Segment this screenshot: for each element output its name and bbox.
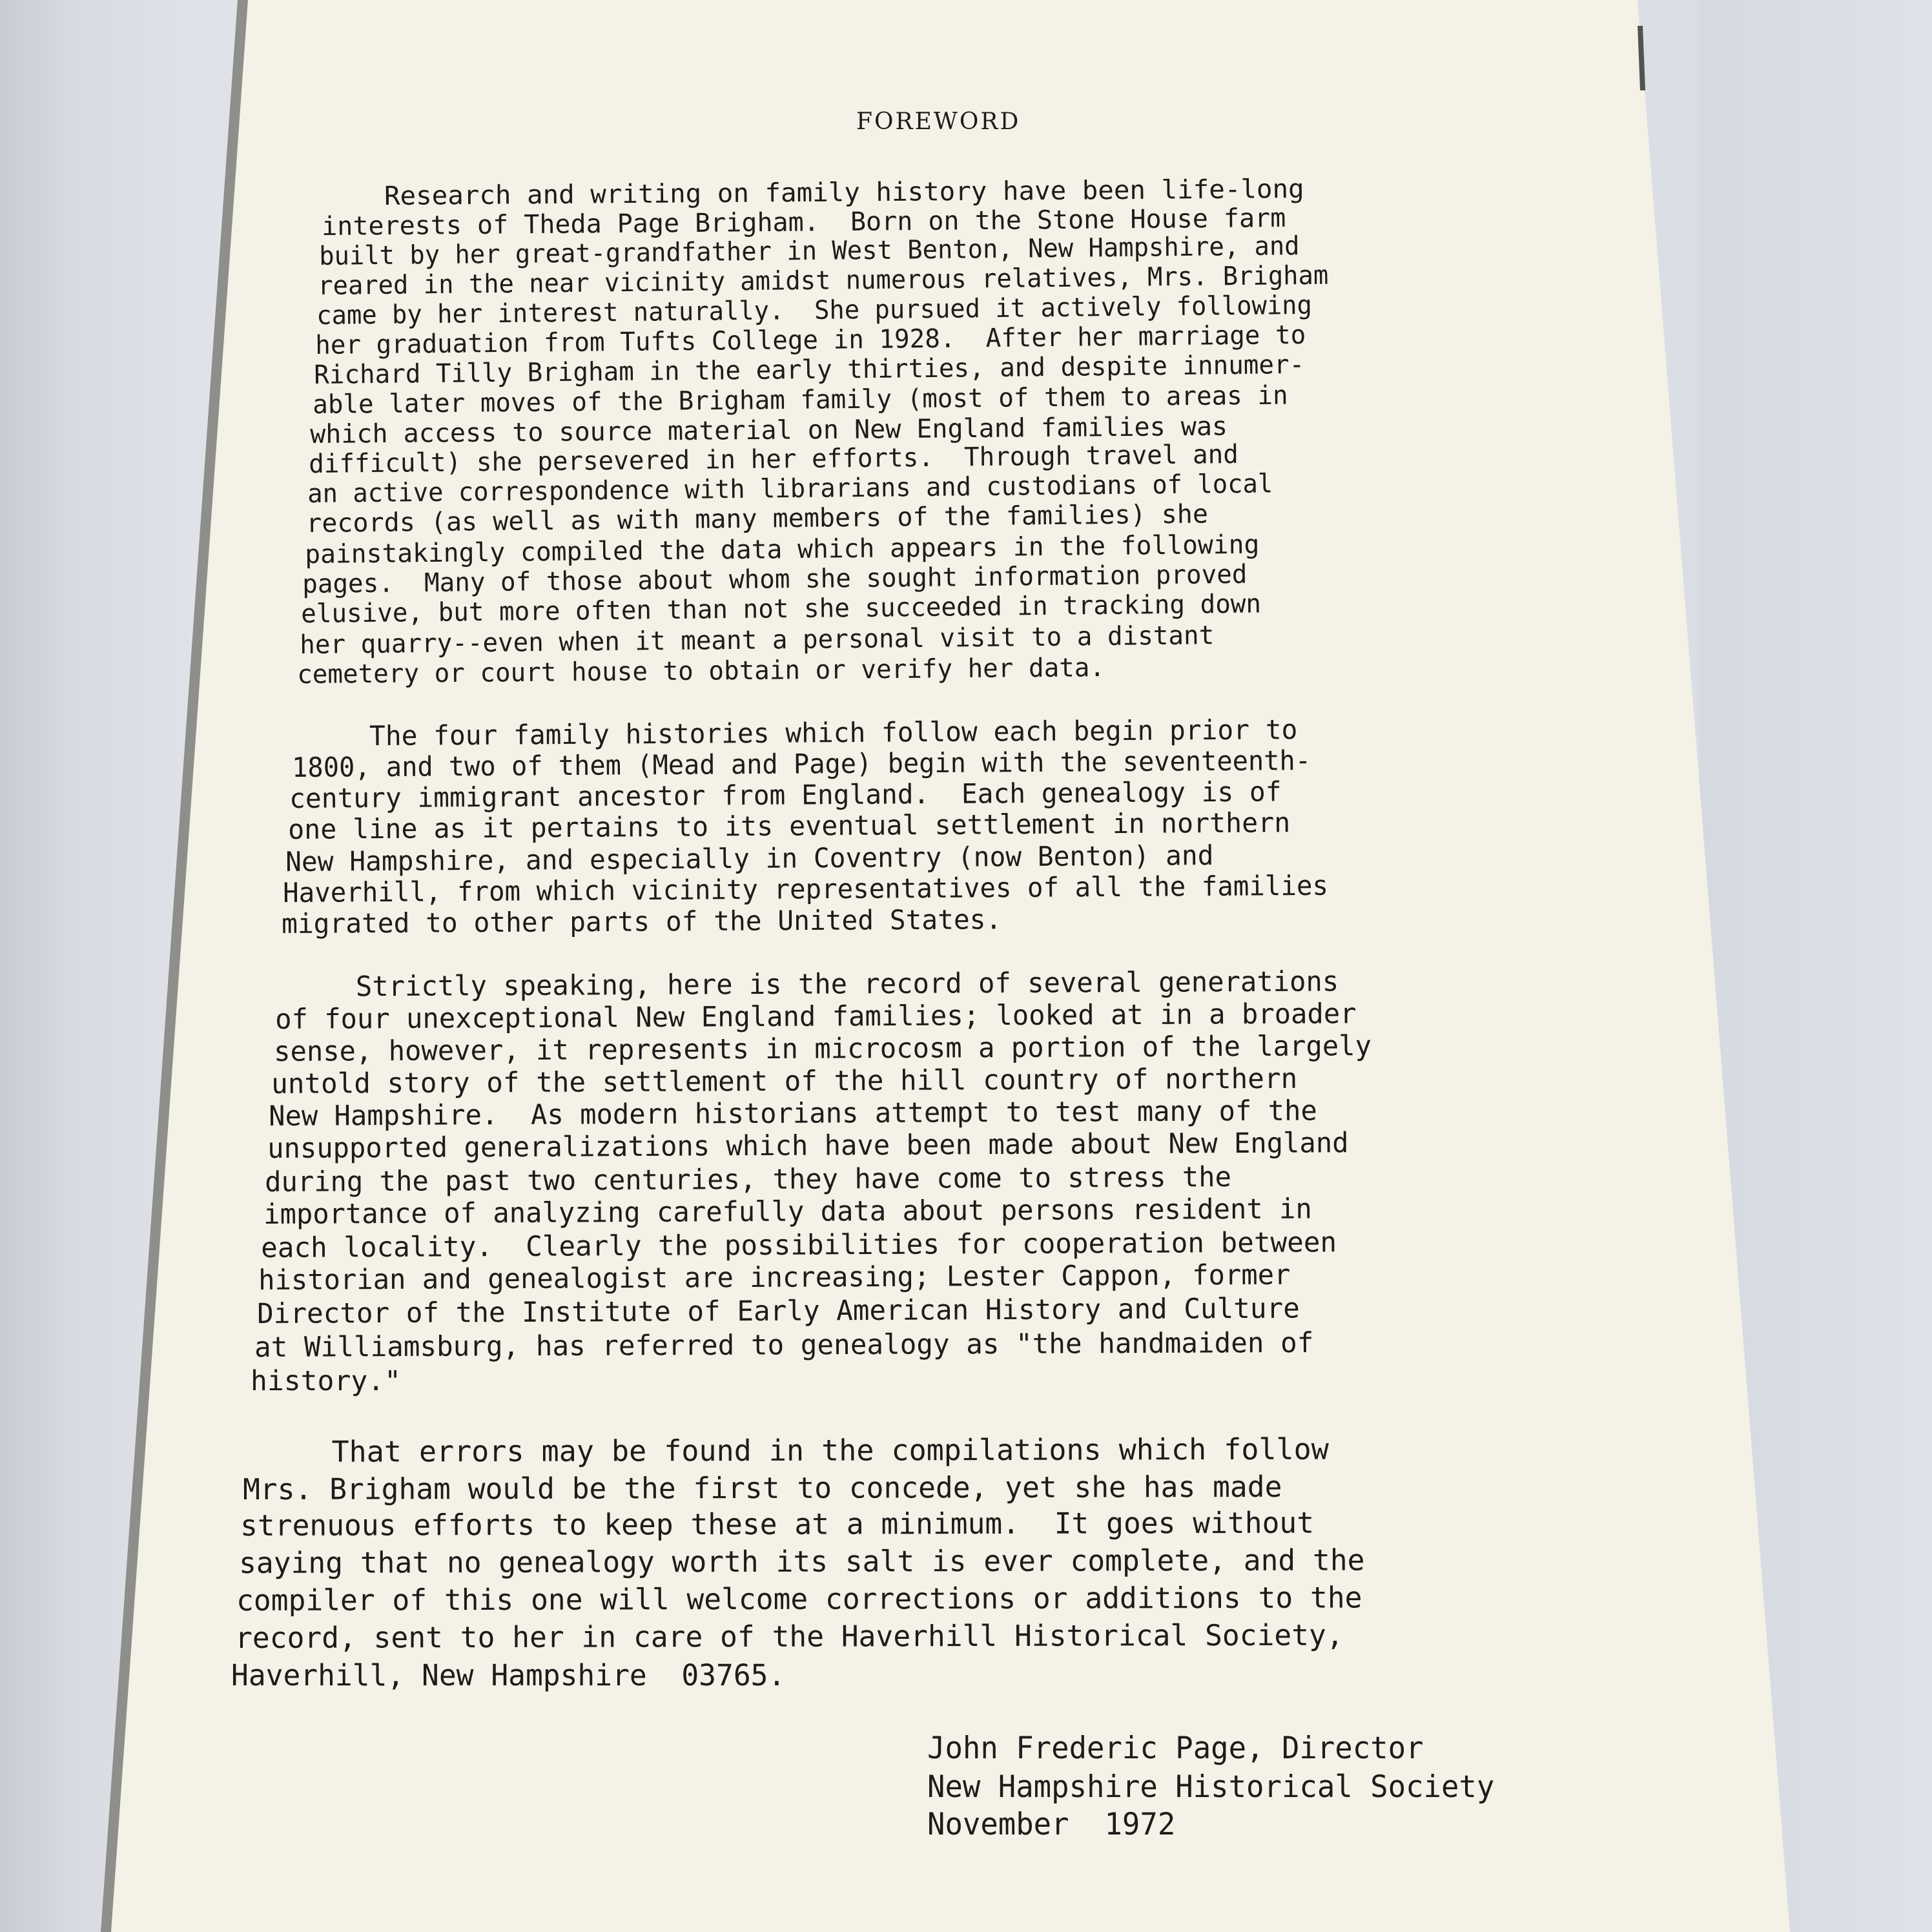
signature-organization: New Hampshire Historical Society <box>927 1769 1495 1805</box>
text-line: records (as well as with many members of the families) she <box>306 499 1209 539</box>
text-line: her quarry--even when it meant a personal visit to a distant <box>300 621 1215 660</box>
text-line: importance of analyzing carefully data about persons resident in <box>263 1193 1312 1231</box>
text-line: Strictly speaking, here is the record of several generations <box>274 965 1339 1003</box>
text-line: came by her interest naturally. She pursued it actively following <box>316 290 1313 331</box>
text-line: That errors may be found in the compilations which follow <box>244 1432 1329 1469</box>
text-line: painstakingly compiled the data which appears in the following <box>305 529 1260 570</box>
text-line: Haverhill, New Hampshire 03765. <box>231 1658 786 1692</box>
text-line: Director of the Institute of Early American History and Culture <box>257 1292 1300 1330</box>
text-line: each locality. Clearly the possibilities for cooperation between <box>261 1226 1337 1264</box>
text-line: one line as it pertains to its eventual settlement in northern <box>288 807 1291 845</box>
text-line: compiler of this one will welcome corrections or additions to the <box>236 1580 1362 1618</box>
text-line: at Williamsburg, has referred to genealogy as "the handmaiden of <box>254 1326 1314 1364</box>
text-line: an active correspondence with librarians and custodians of local <box>307 469 1273 509</box>
text-line: interests of Theda Page Brigham. Born on the Stone House farm <box>322 203 1286 242</box>
text-line: which access to source material on New England families was <box>310 411 1228 449</box>
text-line: Research and writing on family history have been life-long <box>305 174 1304 212</box>
text-line: Mrs. Brigham would be the first to concede, yet she has made <box>243 1469 1282 1506</box>
text-line: her graduation from Tufts College in 1928. After her marriage to <box>315 320 1306 360</box>
text-line: New Hampshire, and especially in Coventry (now Benton) and <box>285 839 1214 878</box>
foreword-heading: FOREWORD <box>856 108 1021 135</box>
text-line: sense, however, it represents in microcosm a portion of the largely <box>274 1030 1372 1068</box>
text-line: untold story of the settlement of the hill country of northern <box>271 1062 1298 1100</box>
text-line: Richard Tilly Brigham in the early thirties, and despite innumer- <box>314 349 1305 390</box>
text-line: able later moves of the Brigham family (most of them to areas in <box>313 380 1288 420</box>
text-line: difficult) she persevered in her efforts. Through travel and <box>309 439 1239 479</box>
text-line: pages. Many of those about whom she sought information proved <box>302 559 1248 599</box>
text-line: unsupported generalizations which have been made about New England <box>267 1127 1349 1165</box>
text-line: built by her great-grandfather in West Benton, New Hampshire, and <box>319 231 1300 271</box>
text-line: strenuous efforts to keep these at a minimum. It goes without <box>240 1505 1315 1543</box>
text-line: migrated to other parts of the United States. <box>282 903 1002 940</box>
text-line: record, sent to her in care of the Haverhill Historical Society, <box>235 1618 1344 1655</box>
text-line: reared in the near vicinity amidst numerous relatives, Mrs. Brigham <box>318 260 1329 301</box>
signature-name: John Frederic Page, Director <box>927 1731 1424 1766</box>
text-line: saying that no genealogy worth its salt is ever complete, and the <box>239 1543 1365 1580</box>
text-line: history." <box>251 1365 401 1397</box>
text-line: Haverhill, from which vicinity representatives of all the families <box>283 869 1329 909</box>
text-line: during the past two centuries, they have come to stress the <box>265 1161 1232 1198</box>
text-line: 1800, and two of them (Mead and Page) begin with the seventeenth- <box>292 744 1311 783</box>
text-line: cemetery or court house to obtain or verify her data. <box>297 653 1105 690</box>
text-line: The four family histories which follow each begin prior to <box>289 714 1298 752</box>
text-line: of four unexceptional New England families; looked at in a broader <box>275 998 1357 1036</box>
text-line: elusive, but more often than not she succeeded in tracking down <box>301 589 1262 629</box>
text-line: historian and genealogist are increasing; Lester Cappon, former <box>258 1259 1291 1297</box>
text-line: New Hampshire. As modern historians attempt to test many of the <box>269 1094 1317 1133</box>
text-line: century immigrant ancestor from England. Each genealogy is of <box>289 776 1282 814</box>
signature-date: November 1972 <box>927 1807 1176 1842</box>
